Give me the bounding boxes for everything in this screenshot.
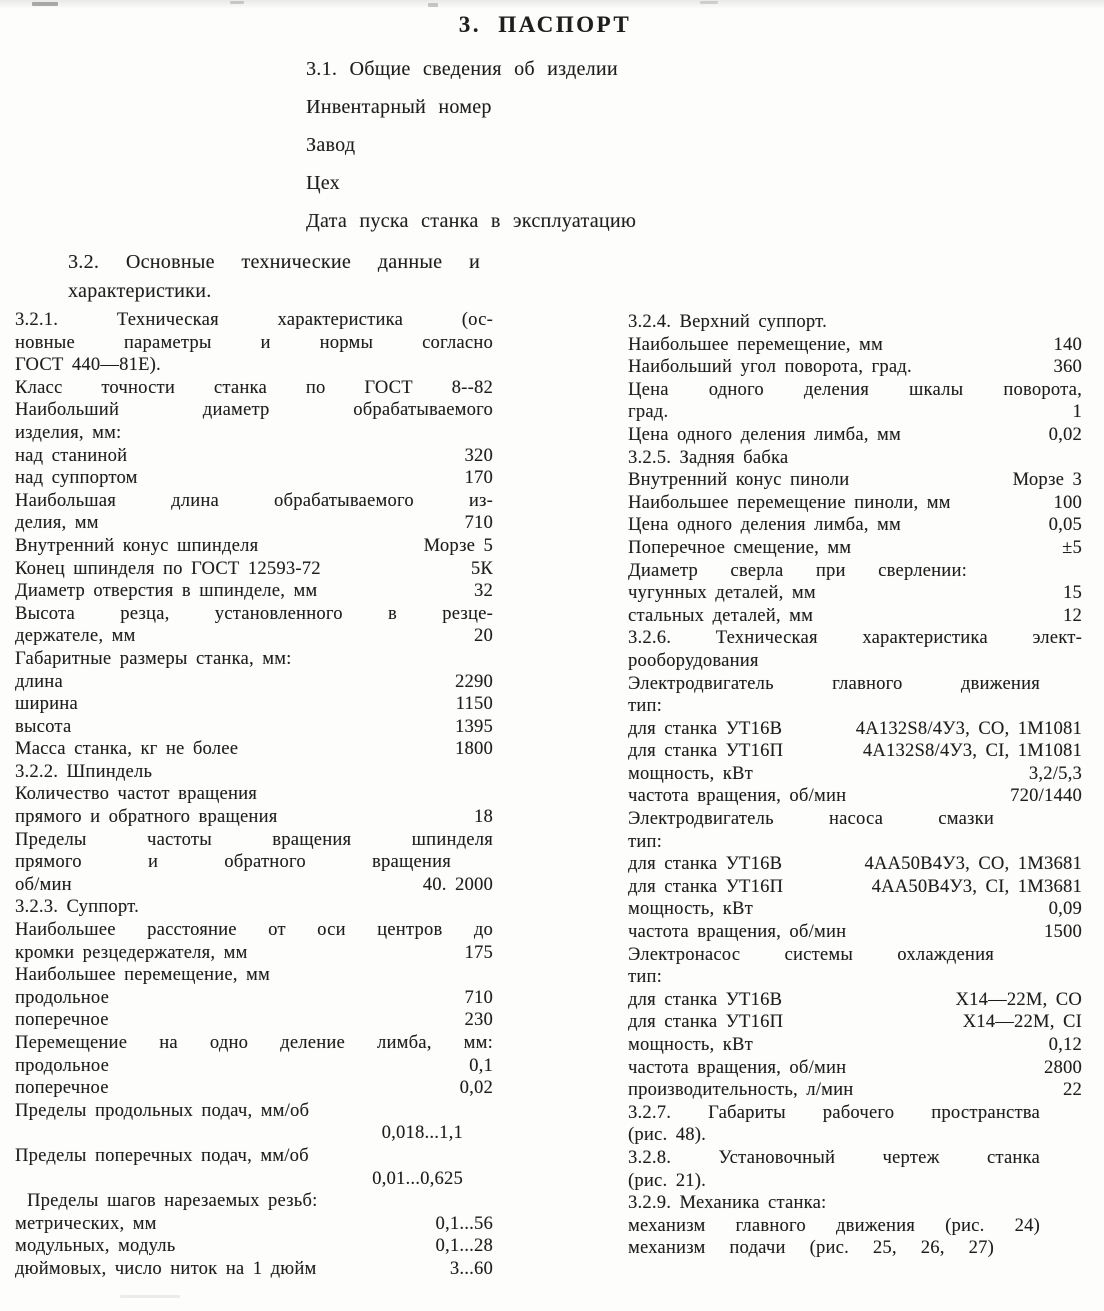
spec-value: Морзе 5 (423, 535, 493, 556)
spec-label: Наибольшая длина обрабатываемого из- (15, 490, 493, 511)
spec-row (628, 763, 1082, 786)
spec-value: 0,018...1,1 (381, 1123, 463, 1144)
spec-value: 1800 (455, 739, 493, 760)
spec-row (15, 761, 493, 784)
spec-row (628, 876, 1082, 899)
spec-value: 230 (464, 1010, 493, 1031)
spec-row (628, 853, 1082, 876)
spec-label: рооборудования (628, 650, 759, 671)
spec-row (628, 673, 1082, 696)
spec-value: 2800 (1044, 1057, 1082, 1078)
spec-row (15, 332, 493, 355)
spec-value: 140 (1053, 334, 1082, 355)
spec-label: поперечное (15, 1078, 109, 1099)
spec-value: 15 (1063, 583, 1082, 604)
spec-row (628, 311, 1082, 334)
spec-row (628, 785, 1082, 808)
spec-label: продольное (15, 1055, 110, 1076)
spec-row (15, 1009, 493, 1032)
spec-row (15, 851, 493, 874)
spec-row (15, 625, 493, 648)
spec-label: Электродвигатель главного движения (628, 673, 1040, 694)
spec-value: 100 (1053, 492, 1082, 513)
spec-row (628, 424, 1082, 447)
right-column (628, 311, 1082, 1260)
spec-row (15, 896, 493, 919)
spec-row (628, 605, 1082, 628)
spec-value: 710 (464, 513, 493, 534)
page-title: 3. ПАСПОРТ (458, 12, 632, 37)
spec-label: ширина (15, 694, 78, 715)
spec-value: 4А132S8/4У3, СI, 1М1081 (862, 741, 1082, 762)
scan-artifact (120, 1295, 180, 1298)
spec-label: 3.2.2. Шпиндель (15, 761, 153, 782)
spec-row (628, 808, 1082, 831)
spec-label: тип: (628, 696, 663, 717)
spec-label: Класс точности станка по ГОСТ 8--82 (15, 377, 493, 398)
spec-row (628, 740, 1082, 763)
spec-value: 0,1...28 (435, 1236, 493, 1257)
spec-label: Пределы шагов нарезаемых резьб: (27, 1191, 318, 1212)
spec-row (15, 1168, 493, 1191)
spec-row (15, 467, 493, 490)
spec-row (15, 1213, 493, 1236)
spec-label: Диаметр сверла при сверлении: (628, 560, 967, 581)
spec-label: Масса станка, кг не более (15, 739, 239, 760)
spec-row (628, 447, 1082, 470)
spec-value: 0,01...0,625 (372, 1168, 463, 1189)
spec-value: 710 (464, 987, 493, 1008)
spec-row (15, 422, 493, 445)
spec-label: для станка УТ16П (628, 741, 784, 762)
spec-label: град. (628, 402, 669, 423)
spec-value: 20 (474, 626, 493, 647)
spec-row (628, 1170, 1082, 1193)
spec-label: над суппортом (15, 468, 138, 489)
spec-row (628, 966, 1082, 989)
spec-label: Поперечное смещение, мм (628, 537, 852, 558)
left-column (15, 309, 493, 1281)
spec-label: об/мин (15, 874, 72, 895)
spec-value: 0,12 (1048, 1035, 1082, 1055)
spec-label: для станка УТ16В (628, 989, 783, 1010)
spec-row (628, 627, 1082, 650)
spec-row (628, 469, 1082, 492)
spec-value: 0,02 (459, 1078, 493, 1099)
spec-label: (рис. 48). (628, 1125, 707, 1146)
spec-value: Х14—22М, СО (955, 989, 1082, 1010)
spec-value: 3,2/5,3 (1028, 763, 1082, 784)
spec-label: Цена одного деления шкалы поворота, (628, 379, 1082, 400)
spec-row (628, 1034, 1082, 1057)
spec-row (15, 1077, 493, 1100)
spec-row (628, 695, 1082, 718)
spec-row (15, 716, 493, 739)
spec-value: 18 (474, 807, 493, 828)
spec-row (628, 1079, 1082, 1102)
spec-row (15, 535, 493, 558)
spec-label: Наибольшее перемещение пиноли, мм (628, 492, 951, 513)
spec-label: поперечное (15, 1010, 109, 1031)
spec-label: Внутренний конус пиноли (628, 470, 850, 491)
spec-value: 3...60 (449, 1258, 493, 1279)
spec-value: 22 (1063, 1080, 1082, 1101)
spec-row (15, 603, 493, 626)
spec-label: ГОСТ 440—81Е). (15, 355, 161, 376)
spec-value: 4АА50В4У3, СI, 1М3681 (871, 876, 1082, 897)
spec-value: 720/1440 (1010, 786, 1082, 807)
spec-row (15, 987, 493, 1010)
spec-label: 3.2.9. Механика станка: (628, 1193, 827, 1214)
spec-label: мощность, кВт (628, 1035, 753, 1055)
spec-value: 175 (464, 942, 493, 963)
spec-label: производительность, л/мин (628, 1080, 854, 1101)
spec-label: мощность, кВт (628, 763, 753, 784)
spec-label: для станка УТ16П (628, 1012, 784, 1033)
spec-label: Конец шпинделя по ГОСТ 12593-72 (15, 558, 321, 579)
scan-artifact-top (0, 0, 1104, 9)
spec-row (628, 898, 1082, 921)
spec-label: прямого и обратного вращения (15, 852, 451, 873)
spec-row (15, 874, 493, 897)
spec-row (15, 806, 493, 829)
spec-row (628, 537, 1082, 560)
spec-row (628, 989, 1082, 1012)
spec-row (15, 964, 493, 987)
spec-row (15, 942, 493, 965)
spec-row (15, 377, 493, 400)
spec-row (15, 671, 493, 694)
spec-row (628, 1147, 1082, 1170)
spec-label: 3.2.6. Техническая характеристика элект- (628, 628, 1082, 649)
spec-value: 0,05 (1048, 515, 1082, 536)
spec-value: 1395 (455, 716, 493, 737)
spec-label: изделия, мм: (15, 422, 122, 443)
spec-label: для станка УТ16В (628, 718, 783, 739)
spec-row (628, 1124, 1082, 1147)
spec-label: держателе, мм (15, 626, 136, 647)
spec-label: 3.2.4. Верхний суппорт. (628, 312, 827, 332)
spec-label: Диаметр отверстия в шпинделе, мм (15, 581, 318, 602)
spec-row (628, 401, 1082, 424)
spec-row (628, 1057, 1082, 1080)
spec-value: 4А132S8/4У3, СО, 1М1081 (855, 718, 1082, 739)
spec-value: 1 (1072, 402, 1082, 423)
spec-row (15, 1122, 493, 1145)
spec-row (15, 1190, 493, 1213)
spec-label: высота (15, 716, 72, 737)
spec-row (628, 492, 1082, 515)
spec-label: Пределы поперечных подач, мм/об (15, 1145, 309, 1166)
spec-row (15, 399, 493, 422)
spec-row (15, 1235, 493, 1258)
general-info-section (306, 50, 786, 240)
spec-row (15, 445, 493, 468)
spec-row (628, 582, 1082, 605)
spec-label: чугунных деталей, мм (628, 583, 816, 604)
spec-row (628, 1102, 1082, 1125)
spec-label: частота вращения, об/мин (628, 1057, 847, 1078)
general-info-line-factory: Завод (306, 134, 356, 156)
spec-row (628, 921, 1082, 944)
spec-label: над станиной (15, 445, 128, 466)
spec-row (628, 356, 1082, 379)
spec-label: Перемещение на одно деление лимба, мм: (15, 1033, 493, 1053)
spec-label: 3.2.1. Техническая характеристика (ос- (15, 310, 493, 330)
spec-label: тип: (628, 967, 663, 988)
spec-label: 3.2.5. Задняя бабка (628, 447, 789, 468)
spec-label: (рис. 21). (628, 1170, 707, 1191)
spec-label: кромки резцедержателя, мм (15, 942, 248, 963)
spec-value: ±5 (1062, 537, 1082, 558)
spec-row (15, 512, 493, 535)
spec-row (628, 1011, 1082, 1034)
spec-label: Наибольший угол поворота, град. (628, 357, 912, 378)
spec-value: 0,1 (469, 1055, 493, 1076)
spec-label: для станка УТ16В (628, 854, 783, 875)
spec-value: Х14—22М, СI (962, 1012, 1082, 1033)
spec-label: делия, мм (15, 513, 99, 534)
spec-label: мощность, кВт (628, 899, 753, 920)
spec-label: Наибольшее расстояние от оси центров до (15, 920, 493, 941)
spec-label: длина (15, 671, 63, 692)
spec-value: Морзе 3 (1012, 470, 1082, 491)
spec-row (628, 831, 1082, 854)
spec-value: 4АА50В4У3, СО, 1М3681 (864, 854, 1082, 875)
spec-label: Электронасос системы охлаждения (628, 944, 994, 965)
spec-row (15, 558, 493, 581)
spec-value: 12 (1063, 605, 1082, 626)
section-3-2-heading-line1: 3.2. Основные технические данные и (68, 251, 480, 273)
spec-label: тип: (628, 831, 663, 852)
spec-row (628, 334, 1082, 357)
spec-label: Цена одного деления лимба, мм (628, 515, 901, 536)
section-3-2-heading (68, 248, 480, 306)
spec-label: Цена одного деления лимба, мм (628, 424, 901, 445)
spec-label: продольное (15, 987, 110, 1008)
general-info-line-startup-date: Дата пуска станка в эксплуатацию (306, 210, 637, 232)
scan-artifact (700, 1, 718, 4)
spec-label: метрических, мм (15, 1213, 157, 1234)
spec-row (15, 829, 493, 852)
spec-row (628, 650, 1082, 673)
spec-value: 170 (464, 468, 493, 489)
spec-label: Наибольшее перемещение, мм (628, 334, 883, 355)
spec-label: прямого и обратного вращения (15, 807, 278, 828)
spec-row (628, 1192, 1082, 1215)
spec-row (15, 919, 493, 942)
spec-value: 320 (464, 445, 493, 466)
spec-value: 32 (474, 581, 493, 602)
section-3-2-heading-line2: характеристики. (68, 280, 212, 302)
spec-label: Пределы частоты вращения шпинделя (15, 829, 493, 850)
spec-label: Наибольший диаметр обрабатываемого (15, 400, 493, 421)
spec-value: 1500 (1044, 922, 1082, 943)
spec-row (15, 309, 493, 332)
spec-row (15, 1100, 493, 1123)
spec-value: 0,1...56 (435, 1213, 493, 1234)
spec-label: новные параметры и нормы согласно (15, 332, 493, 353)
spec-value: 40. 2000 (422, 874, 493, 895)
spec-label: Высота резца, установленного в резце- (15, 603, 493, 624)
spec-row (15, 490, 493, 513)
spec-label: Внутренний конус шпинделя (15, 535, 259, 556)
spec-label: Наибольшее перемещение, мм (15, 965, 270, 986)
spec-row (628, 944, 1082, 967)
spec-row (628, 514, 1082, 537)
spec-row (15, 738, 493, 761)
spec-row (15, 783, 493, 806)
spec-row (15, 580, 493, 603)
spec-row (15, 354, 493, 377)
spec-row (15, 1055, 493, 1078)
spec-row (628, 379, 1082, 402)
spec-label: 3.2.8. Установочный чертеж станка (628, 1147, 1040, 1168)
spec-label: для станка УТ16П (628, 876, 784, 897)
spec-value: 0,02 (1048, 424, 1082, 445)
spec-row (15, 693, 493, 716)
spec-value: 1150 (455, 694, 493, 715)
spec-value: 360 (1053, 357, 1082, 378)
spec-row (15, 648, 493, 671)
spec-row (628, 1215, 1082, 1238)
spec-row (15, 1258, 493, 1281)
spec-label: Количество частот вращения (15, 784, 258, 805)
spec-label: Пределы продольных подач, мм/об (15, 1100, 310, 1121)
spec-label: Габаритные размеры станка, мм: (15, 648, 292, 669)
spec-row (628, 718, 1082, 741)
spec-value: 2290 (455, 671, 493, 692)
spec-label: механизм главного движения (рис. 24) (628, 1215, 1040, 1236)
spec-label: частота вращения, об/мин (628, 922, 847, 943)
spec-label: стальных деталей, мм (628, 605, 814, 626)
general-info-line-inventory: Инвентарный номер (306, 96, 492, 118)
scan-artifact (230, 1, 244, 4)
scan-artifact (32, 2, 58, 6)
spec-row (628, 560, 1082, 583)
spec-label: Электродвигатель насоса смазки (628, 809, 994, 830)
spec-label: частота вращения, об/мин (628, 786, 847, 807)
spec-label: дюймовых, число ниток на 1 дюйм (15, 1258, 317, 1279)
scan-artifact (428, 3, 438, 7)
spec-row (15, 1032, 493, 1055)
general-info-line-shop: Цех (306, 172, 340, 194)
spec-row (628, 1237, 1082, 1260)
spec-label: 3.2.7. Габариты рабочего пространства (628, 1102, 1040, 1123)
spec-value: 5К (470, 558, 493, 579)
section-3-1-heading: 3.1. Общие сведения об изделии (306, 58, 618, 80)
spec-label: механизм подачи (рис. 25, 26, 27) (628, 1238, 994, 1259)
spec-label: модульных, модуль (15, 1236, 176, 1257)
spec-label: 3.2.3. Суппорт. (15, 897, 140, 918)
spec-value: 0,09 (1048, 899, 1082, 920)
spec-row (15, 1145, 493, 1168)
